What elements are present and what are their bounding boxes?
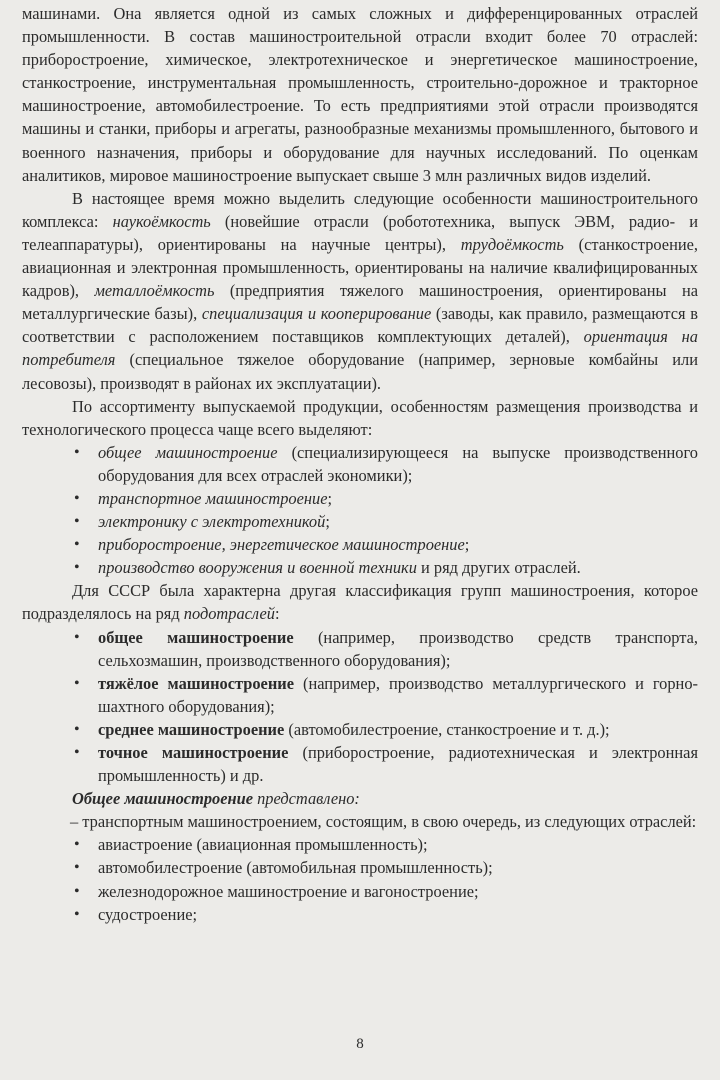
list-item-text: (например, производство средств транспорта, сельхозмашин, производственного оборудования);	[98, 627, 698, 670]
list-item	[22, 856, 698, 879]
term-science-intensity: наукоёмкость	[112, 211, 211, 231]
list-item-term: общее машиностроение	[98, 442, 278, 462]
term-metal-intensity: металлоёмкость	[94, 281, 215, 301]
list-item	[22, 672, 698, 718]
bullet-icon: •	[74, 720, 80, 738]
list-item-term: производство вооружения и военной техники	[98, 558, 417, 578]
bullet-icon: •	[74, 536, 80, 554]
paragraph-transport: – транспортным машиностроением, состоящим, в свою очередь, из следующих отраслей:	[70, 812, 697, 832]
list-item	[22, 626, 698, 672]
text-run: В настоящее время можно выделить следующие особенности машиностроительного комплекса:	[22, 188, 698, 231]
text-run: :	[274, 604, 280, 624]
bullet-icon: •	[74, 882, 80, 900]
list-item-text: судостроение;	[98, 904, 198, 924]
list-item	[22, 487, 698, 510]
bullet-icon: •	[74, 744, 80, 761]
list-item-text: (автомобилестроение, станкостроение и т. д.);	[284, 719, 610, 739]
text-run: (заводы, как правило, размещаются в соответствии с расположением поставщиков комплектующих деталей),	[22, 304, 698, 347]
bullet-icon: •	[74, 836, 80, 854]
list-item-term: тяжёлое машиностроение	[98, 673, 294, 693]
list-item-term: общее машиностроение	[98, 627, 294, 647]
bullet-icon: •	[74, 513, 80, 531]
paragraph-features	[22, 187, 698, 395]
bullet-icon: •	[74, 905, 80, 923]
text-run: Для СССР была характерна другая классификация групп машиностроения, которое подразделялось на ряд	[22, 581, 698, 624]
list-branches	[22, 441, 698, 580]
paragraph-intro: машинами. Она является одной из самых сложных и дифференцированных отраслей промышленности. В состав машиностроительной отрасли входит более 70 отраслей: приборостроение, химическое, электротехническое и энергетическое машиностроение, станкостроение, инструментальная промышленность, строительно-дорожное и тракторное машиностроение, автомобилестроение. То есть предприятиями этой отрасли производятся машины и станки, приборы и агрегаты, разнообразные механизмы промышленного, бытового и военного назначения, приборы и оборудование для научных исследований. По оценкам аналитиков, мировое машиностроение выпускает свыше 3 млн различных видов изделий.	[22, 4, 698, 185]
bullet-icon: •	[74, 859, 80, 877]
heading-term: Общее машиностроение	[72, 789, 253, 809]
list-item	[22, 880, 698, 903]
list-item-term: транспортное машиностроение	[98, 488, 328, 508]
list-item	[22, 741, 698, 787]
bullet-icon: •	[74, 489, 80, 507]
list-item	[22, 903, 698, 926]
bullet-icon: •	[74, 443, 80, 461]
list-item	[22, 833, 698, 856]
list-item-text: и ряд других отраслей.	[416, 558, 581, 578]
text-run: представлено:	[253, 789, 360, 809]
bullet-icon: •	[74, 559, 80, 577]
text-run: (предприятия тяжелого машиностроения, ориентированы на металлургические базы),	[22, 281, 698, 324]
bullet-icon: •	[74, 674, 80, 692]
list-item-text: железнодорожное машиностроение и вагоностроение;	[98, 881, 479, 901]
list-item-text: (специализирующееся на выпуске производственного оборудования для всех отраслей экономики);	[98, 442, 698, 485]
term-specialization: специализация и кооперирование	[201, 304, 432, 324]
paragraph-ussr	[22, 579, 698, 625]
list-item	[22, 441, 698, 487]
list-item-term: приборостроение, энергетическое машиностроение	[98, 535, 465, 555]
list-item-text: ;	[325, 512, 330, 532]
text-run: (новейшие отрасли (робототехника, выпуск ЭВМ, радио- и телеаппаратуры), ориентированы на научные центры),	[22, 211, 698, 254]
body-text	[22, 2, 698, 926]
term-subbranches: подотраслей	[183, 604, 275, 624]
text-run: (станкостроение, авиационная и электронная промышленность, ориентированы на наличие квалифицированных кадров),	[22, 234, 698, 301]
list-item-term: точное машиностроение	[98, 743, 289, 762]
list-item-text: автомобилестроение (автомобильная промышленность);	[98, 858, 493, 878]
paragraph-general-heading	[22, 787, 698, 810]
list-transport	[22, 833, 698, 925]
paragraph-assortment: По ассортименту выпускаемой продукции, особенностям размещения производства и технологического процесса чаще всего выделяют:	[22, 396, 698, 439]
list-item-text: ;	[464, 535, 470, 555]
list-item-text: (приборостроение, радиотехническая и электронная промышленность) и др.	[98, 743, 698, 786]
term-consumer-orientation: ориентация на потребителя	[22, 327, 698, 370]
list-ussr-groups	[22, 626, 698, 788]
list-item-text: ;	[327, 488, 333, 508]
list-item	[22, 556, 698, 579]
list-item	[22, 533, 698, 556]
list-item	[22, 718, 698, 741]
list-item	[22, 510, 698, 533]
page-number: 8	[356, 1036, 364, 1052]
list-item-text: авиастроение (авиационная промышленность);	[98, 835, 428, 855]
term-labor-intensity: трудоёмкость	[460, 234, 564, 254]
list-item-term: среднее машиностроение	[98, 719, 285, 739]
list-item-text: (например, производство металлургического и горно-шахтного оборудования);	[98, 673, 698, 716]
list-item-term: электронику с электротехникой	[98, 512, 326, 532]
text-run: (специальное тяжелое оборудование (например, зерновые комбайны или лесовозы), производят в районах их эксплуатации).	[22, 350, 698, 393]
bullet-icon: •	[74, 628, 80, 646]
